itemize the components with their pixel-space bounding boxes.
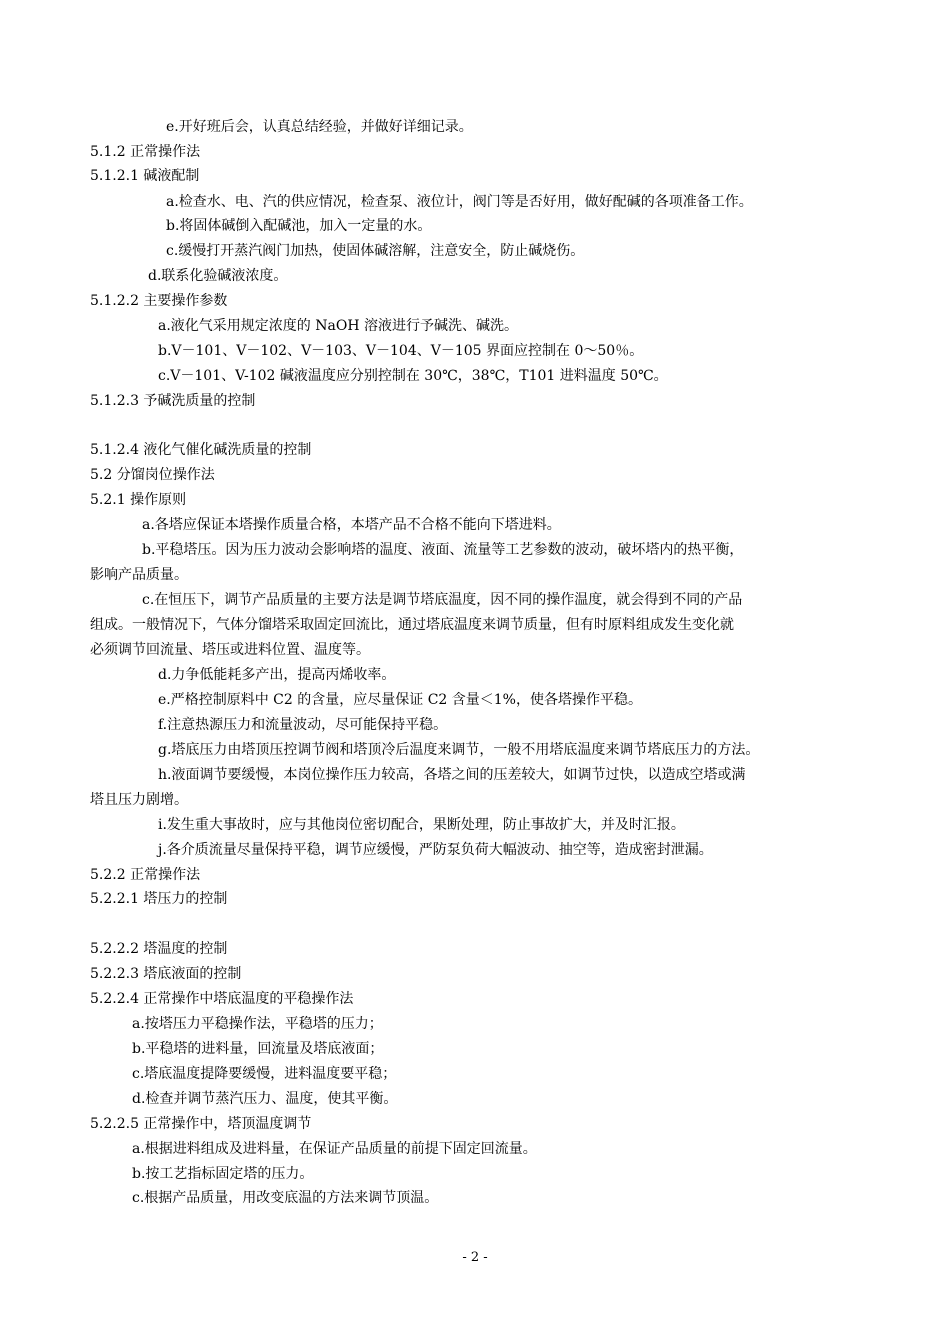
list-item: a.各塔应保证本塔操作质量合格，本塔产品不合格不能向下塔进料。 — [142, 517, 561, 533]
list-item: d.联系化验碱液浓度。 — [148, 268, 288, 284]
list-item: i.发生重大事故时，应与其他岗位密切配合，果断处理，防止事故扩大，并及时汇报。 — [158, 817, 685, 833]
list-item: c.根据产品质量，用改变底温的方法来调节顶温。 — [132, 1190, 439, 1206]
list-item: e.严格控制原料中 C2 的含量，应尽量保证 C2 含量＜1%，使各塔操作平稳。 — [158, 692, 642, 708]
section-heading: 5.2.2.5 正常操作中，塔顶温度调节 — [90, 1116, 312, 1132]
list-item: b.平稳塔压。因为压力波动会影响塔的温度、液面、流量等工艺参数的波动，破坏塔内的热平衡， — [142, 542, 744, 558]
list-item: b.按工艺指标固定塔的压力。 — [132, 1166, 314, 1182]
list-item: a.检查水、电、汽的供应情况，检查泵、液位计，阀门等是否好用，做好配碱的各项准备工作。 — [166, 194, 753, 210]
list-item-continuation: 塔且压力剧增。 — [90, 792, 188, 808]
section-heading: 5.2.2.4 正常操作中塔底温度的平稳操作法 — [90, 991, 354, 1007]
section-heading: 5.1.2 正常操作法 — [90, 144, 201, 160]
section-heading: 5.1.2.4 液化气催化碱洗质量的控制 — [90, 442, 312, 458]
list-item-continuation: 影响产品质量。 — [90, 567, 188, 583]
list-item: c.在恒压下，调节产品质量的主要方法是调节塔底温度，因不同的操作温度，就会得到不同的产品 — [142, 592, 743, 608]
section-heading: 5.1.2.3 予碱洗质量的控制 — [90, 393, 256, 409]
text-line: e.开好班后会，认真总结经验，并做好详细记录。 — [166, 119, 473, 135]
section-heading: 5.2.2.2 塔温度的控制 — [90, 941, 228, 957]
section-heading: 5.2.1 操作原则 — [90, 492, 187, 508]
list-item: d.力争低能耗多产出，提高丙烯收率。 — [158, 667, 396, 683]
list-item: j.各介质流量尽量保持平稳，调节应缓慢，严防泵负荷大幅波动、抽空等，造成密封泄漏。 — [158, 842, 713, 858]
list-item: b.平稳塔的进料量，回流量及塔底液面； — [132, 1041, 384, 1057]
list-item-continuation: 必须调节回流量、塔压或进料位置、温度等。 — [90, 642, 370, 658]
section-heading: 5.2.2 正常操作法 — [90, 867, 201, 883]
section-heading: 5.1.2.1 碱液配制 — [90, 168, 200, 184]
section-heading: 5.2.2.1 塔压力的控制 — [90, 891, 228, 907]
section-heading: 5.1.2.2 主要操作参数 — [90, 293, 228, 309]
section-heading: 5.2 分馏岗位操作法 — [90, 467, 215, 483]
list-item: a.根据进料组成及进料量，在保证产品质量的前提下固定回流量。 — [132, 1141, 537, 1157]
list-item: c.缓慢打开蒸汽阀门加热，使固体碱溶解，注意安全，防止碱烧伤。 — [166, 243, 585, 259]
list-item: h.液面调节要缓慢，本岗位操作压力较高，各塔之间的压差较大，如调节过快，以造成空塔或满 — [158, 767, 746, 783]
list-item: c.塔底温度提降要缓慢，进料温度要平稳； — [132, 1066, 397, 1082]
list-item: b.V－101、V－102、V－103、V－104、V－105 界面应控制在 0～50％。 — [158, 343, 644, 359]
list-item: d.检查并调节蒸汽压力、温度，使其平衡。 — [132, 1091, 398, 1107]
list-item: a.液化气采用规定浓度的 NaOH 溶液进行予碱洗、碱洗。 — [158, 318, 518, 334]
list-item: b.将固体碱倒入配碱池，加入一定量的水。 — [166, 218, 432, 234]
section-heading: 5.2.2.3 塔底液面的控制 — [90, 966, 242, 982]
list-item: f.注意热源压力和流量波动，尽可能保持平稳。 — [158, 717, 448, 733]
list-item-continuation: 组成。一般情况下，气体分馏塔采取固定回流比，通过塔底温度来调节质量，但有时原料组成发生变化就 — [90, 617, 734, 633]
list-item: g.塔底压力由塔顶压控调节阀和塔顶冷后温度来调节，一般不用塔底温度来调节塔底压力的方法。 — [158, 742, 760, 758]
list-item: c.V－101、V-102 碱液温度应分别控制在 30℃，38℃，T101 进料温度 50℃。 — [158, 368, 668, 384]
page-number: - 2 - — [462, 1250, 488, 1265]
list-item: a.按塔压力平稳操作法，平稳塔的压力； — [132, 1016, 383, 1032]
